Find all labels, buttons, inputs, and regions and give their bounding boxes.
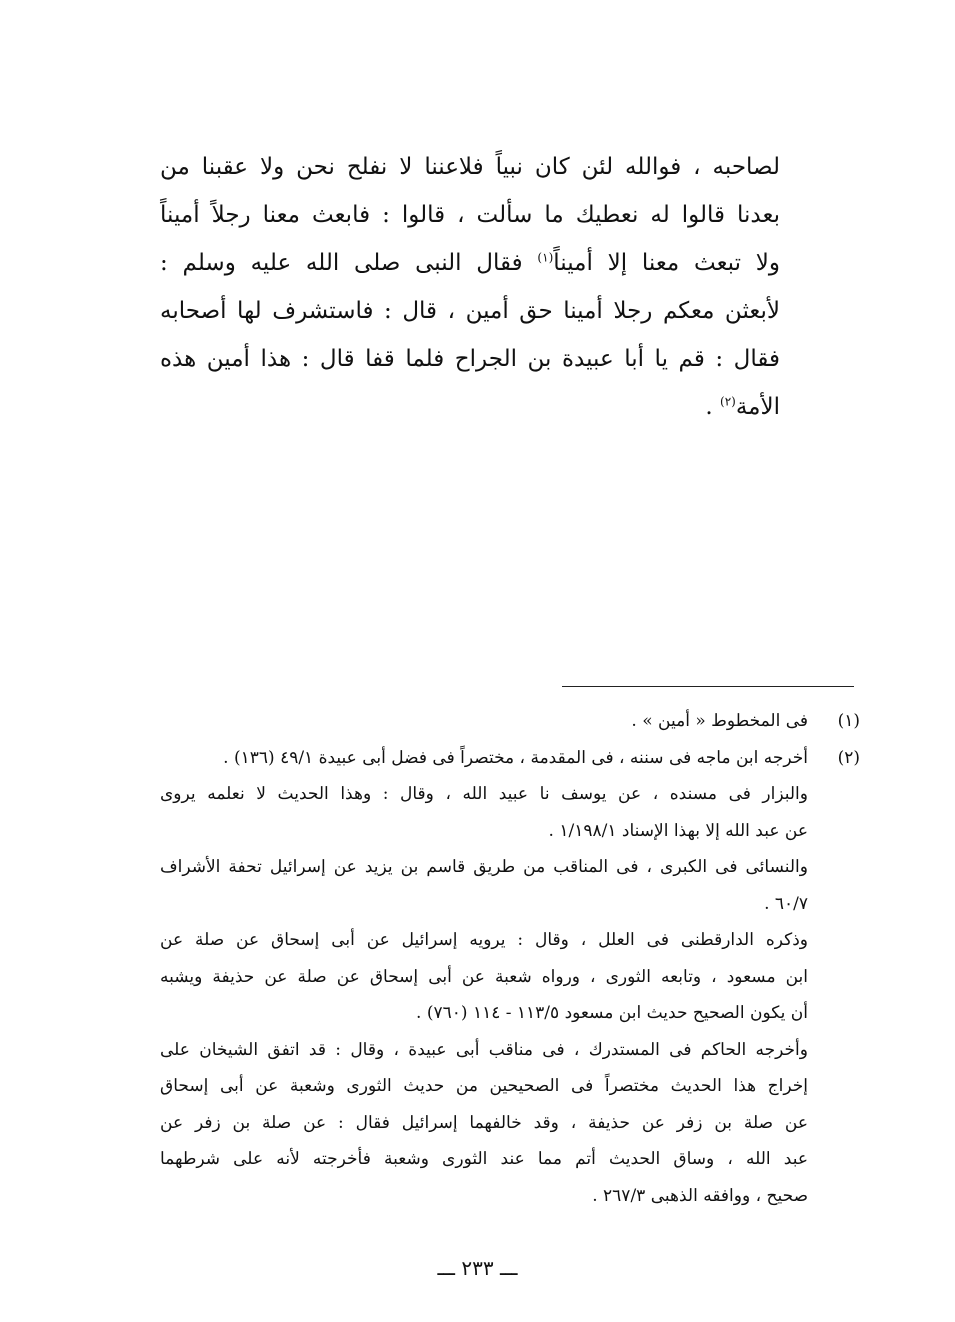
footnote-line: إخراج هذا الحديث مختصراً فى الصحيحين من حديث الثورى وشعبة عن أبى إسحاق <box>160 1076 808 1096</box>
footnotes-section <box>160 703 860 1214</box>
main-line <box>160 383 780 431</box>
footnote-line: عبد الله ، وساق الحديث أتم مما عند الثورى وشعبة فأخرجته لأنه على شرطهما <box>160 1149 808 1169</box>
footnote-text: فى المخطوط « أمين » . <box>631 711 808 731</box>
footnote-separator <box>562 686 854 687</box>
main-line-part: الأمة <box>735 394 780 420</box>
main-line: لصاحبه ، فوالله لئن كان نبياً فلاعننا لا نفلح نحن ولا عقبنا من <box>160 154 780 180</box>
main-line: فقال : قم يا أبا عبيدة بن الجراح فلما قفا قال : هذا أمين هذه <box>160 346 780 372</box>
footnote-line: والبزار فى مسنده ، عن يوسف نا عبيد الله ، وقال : وهذا الحديث لا نعلمه يروى <box>160 784 808 804</box>
main-line-part: ولا تبعث معنا إلا أميناً <box>553 250 780 276</box>
footnote-number: (٢) <box>837 747 860 768</box>
footnote-1 <box>160 703 860 740</box>
footnote-line: وأخرجه الحاكم فى المستدرك ، فى مناقب أبى عبيدة ، وقال : قد اتفق الشيخان على <box>160 1039 808 1060</box>
page-number: ـــ ٢٣٣ ـــ <box>437 1256 518 1280</box>
main-line: لأبعثن معكم رجلا أمينا حق أمين ، قال : فاستشرف لها أصحابه <box>160 298 780 324</box>
main-line-part: . <box>705 394 720 420</box>
footnote-line: وذكره الدارقطنى فى العلل ، وقال : يرويه إسرائيل عن أبى إسحاق عن صلة عن <box>160 930 808 950</box>
main-text-block <box>160 143 780 431</box>
footnote-line: أن يكون الصحيح حديث ابن مسعود ١١٣/٥ - ١١٤ (٧٦٠) . <box>416 1003 808 1023</box>
footnote-line: صحيح ، ووافقه الذهبى ٢٦٧/٣ . <box>592 1185 808 1206</box>
main-line: بعدنا قالوا له نعطيك ما سألت ، قالوا : فابعث معنا رجلاً أميناً <box>160 202 780 228</box>
footnote-line: ٦٠/٧ . <box>764 893 808 914</box>
footnote-line: ابن مسعود ، وتابعه الثورى ، ورواه شعبة عن أبى إسحاق عن صلة عن حذيفة ويشبه <box>160 966 808 987</box>
footnote-line: عن عبد الله إلا بهذا الإسناد ١/١٩٨/١ . <box>548 820 808 841</box>
footnote-line: والنسائى فى الكبرى ، فى المناقب من طريق قاسم بن يزيد عن إسرائيل تحفة الأشراف <box>160 857 808 877</box>
footnote-number: (١) <box>837 711 860 731</box>
main-line <box>160 239 780 287</box>
footnote-2 <box>160 740 860 1215</box>
footnote-line: أخرجه ابن ماجه فى سننه ، فى المقدمة ، مختصراً فى فضل أبى عبيدة ٤٩/١ (١٣٦) . <box>223 747 808 768</box>
footnote-marker-1: (١) <box>537 250 554 265</box>
footnote-line: عن صلة بن زفر عن حذيفة ، وقد خالفهما إسرائيل فقال : عن صلة بن زفر عن <box>160 1112 808 1133</box>
footnote-marker-2: (٢) <box>720 394 736 409</box>
main-line-part: فقال النبى صلى الله عليه وسلم : <box>160 250 523 276</box>
